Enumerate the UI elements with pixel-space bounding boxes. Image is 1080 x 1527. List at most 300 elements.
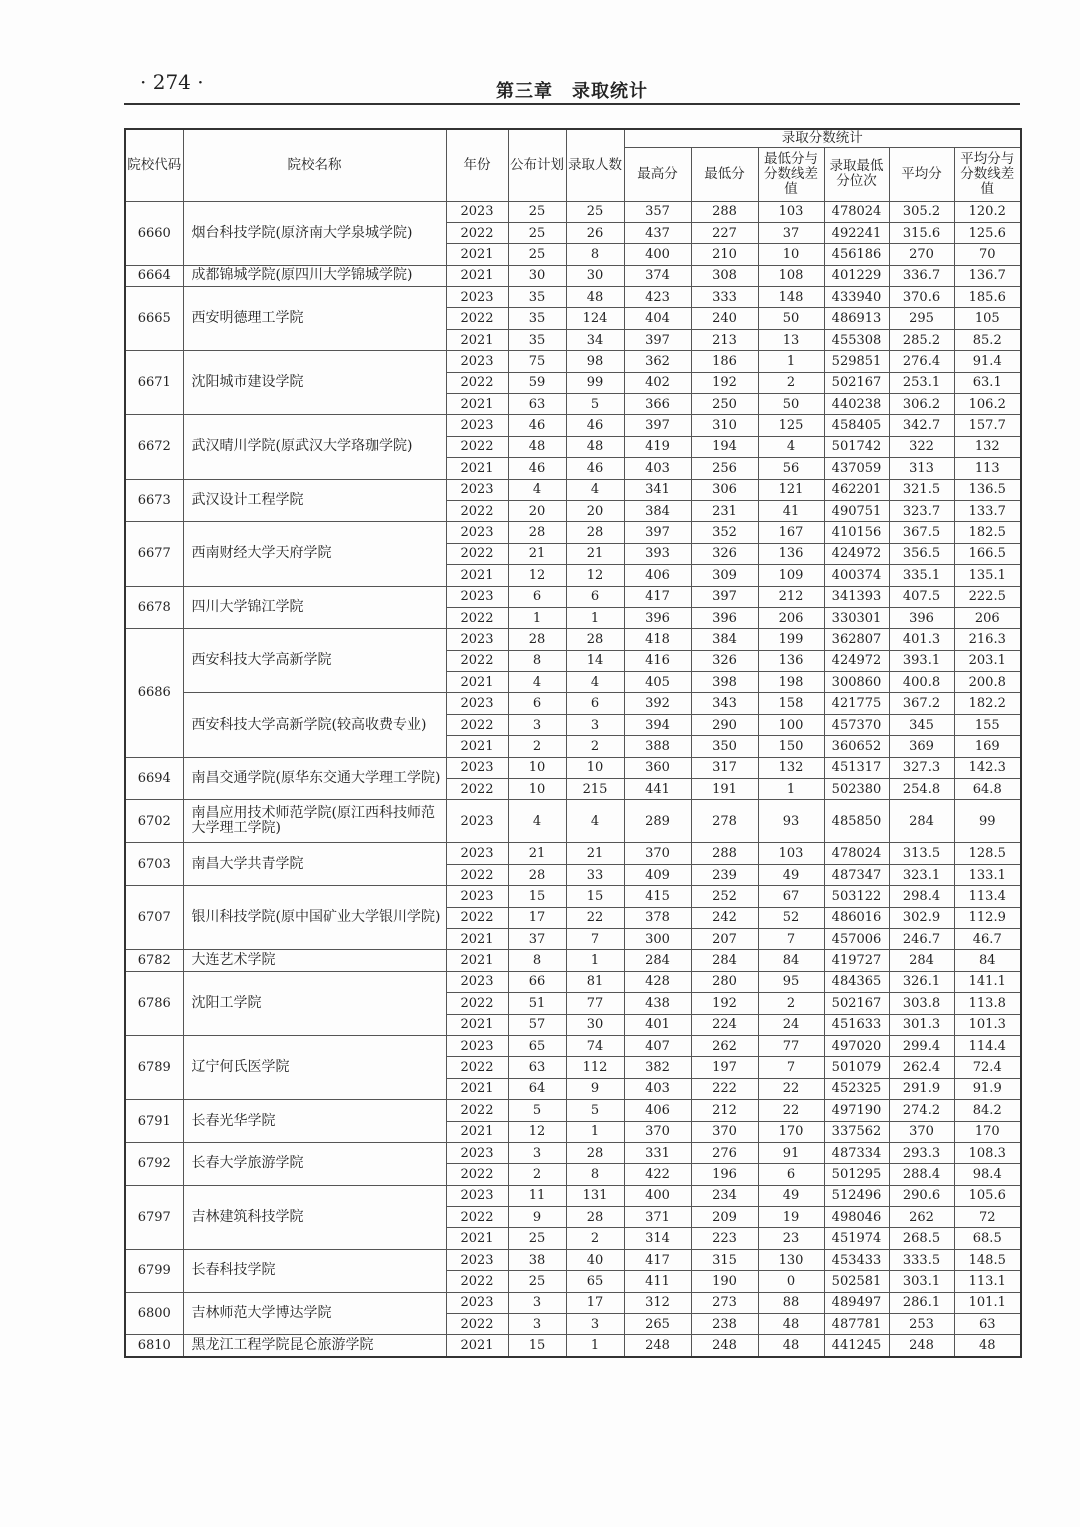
- min-diff: 88: [758, 1292, 824, 1313]
- plan: 30: [508, 265, 566, 286]
- avg-diff: 148.5: [954, 1249, 1021, 1270]
- min-score: 306: [691, 479, 758, 500]
- min-rank: 341393: [824, 586, 889, 607]
- table-row: [125, 1335, 1021, 1357]
- avg-diff: 182.5: [954, 522, 1021, 543]
- min-score: 273: [691, 1292, 758, 1313]
- avg-score: 254.8: [889, 779, 954, 800]
- min-rank: 457006: [824, 929, 889, 950]
- school-name: 武汉晴川学院(原武汉大学珞珈学院): [183, 415, 446, 479]
- min-rank: 410156: [824, 522, 889, 543]
- plan: 3: [508, 1142, 566, 1163]
- min-score: 207: [691, 929, 758, 950]
- min-diff: 158: [758, 693, 824, 714]
- plan: 4: [508, 479, 566, 500]
- min-rank: 501742: [824, 436, 889, 457]
- max-score: 403: [624, 458, 691, 479]
- school-name: 大连艺术学院: [183, 950, 446, 971]
- max-score: 382: [624, 1057, 691, 1078]
- admitted: 48: [566, 436, 624, 457]
- plan: 3: [508, 714, 566, 735]
- chapter-title: 第三章 录取统计: [496, 81, 648, 102]
- avg-diff: 182.2: [954, 693, 1021, 714]
- min-score: 256: [691, 458, 758, 479]
- min-diff: 212: [758, 586, 824, 607]
- admitted: 3: [566, 1314, 624, 1335]
- admitted: 124: [566, 308, 624, 329]
- avg-diff: 133.7: [954, 500, 1021, 521]
- school-code: 6665: [125, 287, 183, 351]
- min-diff: 199: [758, 629, 824, 650]
- table-row: [125, 629, 1021, 650]
- school-name: 南昌大学共青学院: [183, 843, 446, 886]
- min-rank: 489497: [824, 1292, 889, 1313]
- admitted: 12: [566, 565, 624, 586]
- min-score: 209: [691, 1207, 758, 1228]
- avg-score: 322: [889, 436, 954, 457]
- page-number: · 274 ·: [140, 70, 204, 94]
- min-diff: 41: [758, 500, 824, 521]
- school-name: 四川大学锦江学院: [183, 586, 446, 629]
- max-score: 415: [624, 886, 691, 907]
- min-diff: 22: [758, 1100, 824, 1121]
- min-score: 278: [691, 800, 758, 843]
- min-diff: 100: [758, 714, 824, 735]
- avg-diff: 68.5: [954, 1228, 1021, 1249]
- avg-score: 276.4: [889, 351, 954, 372]
- avg-diff: 84.2: [954, 1100, 1021, 1121]
- min-score: 288: [691, 201, 758, 222]
- min-score: 276: [691, 1142, 758, 1163]
- admitted: 74: [566, 1035, 624, 1056]
- year: 2022: [446, 714, 508, 735]
- min-diff: 198: [758, 672, 824, 693]
- min-rank: 421775: [824, 693, 889, 714]
- min-score: 238: [691, 1314, 758, 1335]
- admitted: 10: [566, 757, 624, 778]
- header-score-group: 录取分数统计: [624, 129, 1021, 147]
- min-score: 250: [691, 394, 758, 415]
- admitted: 131: [566, 1185, 624, 1206]
- min-score: 343: [691, 693, 758, 714]
- max-score: 418: [624, 629, 691, 650]
- avg-score: 293.3: [889, 1142, 954, 1163]
- min-score: 280: [691, 971, 758, 992]
- min-rank: 362807: [824, 629, 889, 650]
- admission-stats-table: [124, 128, 1022, 1358]
- avg-score: 342.7: [889, 415, 954, 436]
- year: 2023: [446, 629, 508, 650]
- avg-diff: 101.1: [954, 1292, 1021, 1313]
- plan: 20: [508, 500, 566, 521]
- min-diff: 95: [758, 971, 824, 992]
- min-diff: 130: [758, 1249, 824, 1270]
- year: 2021: [446, 329, 508, 350]
- max-score: 437: [624, 222, 691, 243]
- min-rank: 484365: [824, 971, 889, 992]
- plan: 66: [508, 971, 566, 992]
- year: 2021: [446, 950, 508, 971]
- table-row: [125, 586, 1021, 607]
- plan: 35: [508, 287, 566, 308]
- year: 2021: [446, 458, 508, 479]
- admitted: 2: [566, 1228, 624, 1249]
- min-diff: 121: [758, 479, 824, 500]
- avg-score: 345: [889, 714, 954, 735]
- plan: 12: [508, 1121, 566, 1142]
- table-row: [125, 415, 1021, 436]
- min-diff: 0: [758, 1271, 824, 1292]
- max-score: 265: [624, 1314, 691, 1335]
- min-rank: 501079: [824, 1057, 889, 1078]
- school-name: 沈阳工学院: [183, 971, 446, 1035]
- min-score: 333: [691, 287, 758, 308]
- admitted: 15: [566, 886, 624, 907]
- min-score: 384: [691, 629, 758, 650]
- year: 2022: [446, 1057, 508, 1078]
- avg-score: 313: [889, 458, 954, 479]
- admitted: 21: [566, 843, 624, 864]
- min-score: 227: [691, 222, 758, 243]
- min-score: 239: [691, 864, 758, 885]
- max-score: 397: [624, 522, 691, 543]
- avg-score: 246.7: [889, 929, 954, 950]
- min-diff: 19: [758, 1207, 824, 1228]
- max-score: 362: [624, 351, 691, 372]
- max-score: 400: [624, 244, 691, 265]
- min-rank: 456186: [824, 244, 889, 265]
- min-rank: 419727: [824, 950, 889, 971]
- admitted: 8: [566, 244, 624, 265]
- min-score: 224: [691, 1014, 758, 1035]
- min-rank: 441245: [824, 1335, 889, 1357]
- plan: 25: [508, 201, 566, 222]
- plan: 25: [508, 222, 566, 243]
- min-rank: 440238: [824, 394, 889, 415]
- min-diff: 170: [758, 1121, 824, 1142]
- school-code: 6810: [125, 1335, 183, 1357]
- plan: 5: [508, 1100, 566, 1121]
- avg-score: 335.1: [889, 565, 954, 586]
- avg-score: 333.5: [889, 1249, 954, 1270]
- admitted: 46: [566, 458, 624, 479]
- plan: 25: [508, 1271, 566, 1292]
- admitted: 4: [566, 800, 624, 843]
- min-rank: 502380: [824, 779, 889, 800]
- admitted: 5: [566, 394, 624, 415]
- avg-score: 367.2: [889, 693, 954, 714]
- year: 2021: [446, 1228, 508, 1249]
- plan: 48: [508, 436, 566, 457]
- min-score: 398: [691, 672, 758, 693]
- avg-score: 369: [889, 736, 954, 757]
- max-score: 314: [624, 1228, 691, 1249]
- min-rank: 424972: [824, 650, 889, 671]
- year: 2021: [446, 672, 508, 693]
- plan: 15: [508, 1335, 566, 1357]
- min-rank: 337562: [824, 1121, 889, 1142]
- school-name: 长春光华学院: [183, 1100, 446, 1143]
- min-rank: 486913: [824, 308, 889, 329]
- admitted: 4: [566, 672, 624, 693]
- admitted: 28: [566, 1142, 624, 1163]
- max-score: 248: [624, 1335, 691, 1357]
- min-rank: 300860: [824, 672, 889, 693]
- year: 2022: [446, 864, 508, 885]
- avg-diff: 84: [954, 950, 1021, 971]
- plan: 28: [508, 629, 566, 650]
- admitted: 48: [566, 287, 624, 308]
- max-score: 284: [624, 950, 691, 971]
- table-row: [125, 1035, 1021, 1056]
- year: 2023: [446, 843, 508, 864]
- avg-score: 393.1: [889, 650, 954, 671]
- year: 2022: [446, 607, 508, 628]
- table-row: [125, 201, 1021, 222]
- min-score: 317: [691, 757, 758, 778]
- min-score: 192: [691, 993, 758, 1014]
- admitted: 28: [566, 1207, 624, 1228]
- avg-diff: 105.6: [954, 1185, 1021, 1206]
- min-score: 248: [691, 1335, 758, 1357]
- min-diff: 148: [758, 287, 824, 308]
- header-min-diff: 最低分与分数线差值: [758, 147, 824, 201]
- avg-diff: 222.5: [954, 586, 1021, 607]
- plan: 28: [508, 522, 566, 543]
- admitted: 33: [566, 864, 624, 885]
- min-diff: 84: [758, 950, 824, 971]
- table-row: [125, 843, 1021, 864]
- admitted: 28: [566, 629, 624, 650]
- admitted: 6: [566, 586, 624, 607]
- year: 2022: [446, 372, 508, 393]
- header-min: 最低分: [691, 147, 758, 201]
- avg-diff: 170: [954, 1121, 1021, 1142]
- plan: 63: [508, 394, 566, 415]
- avg-score: 401.3: [889, 629, 954, 650]
- min-diff: 108: [758, 265, 824, 286]
- min-rank: 502581: [824, 1271, 889, 1292]
- school-code: 6673: [125, 479, 183, 522]
- max-score: 393: [624, 543, 691, 564]
- avg-diff: 200.8: [954, 672, 1021, 693]
- avg-score: 298.4: [889, 886, 954, 907]
- plan: 1: [508, 607, 566, 628]
- avg-diff: 216.3: [954, 629, 1021, 650]
- avg-score: 268.5: [889, 1228, 954, 1249]
- admitted: 98: [566, 351, 624, 372]
- avg-diff: 157.7: [954, 415, 1021, 436]
- min-diff: 6: [758, 1164, 824, 1185]
- plan: 57: [508, 1014, 566, 1035]
- max-score: 392: [624, 693, 691, 714]
- avg-diff: 99: [954, 800, 1021, 843]
- avg-score: 305.2: [889, 201, 954, 222]
- max-score: 406: [624, 565, 691, 586]
- max-score: 357: [624, 201, 691, 222]
- header-year: 年份: [446, 129, 508, 201]
- plan: 10: [508, 757, 566, 778]
- avg-score: 306.2: [889, 394, 954, 415]
- min-diff: 10: [758, 244, 824, 265]
- year: 2023: [446, 351, 508, 372]
- min-rank: 486016: [824, 907, 889, 928]
- school-code: 6789: [125, 1035, 183, 1099]
- school-code: 6799: [125, 1249, 183, 1292]
- avg-diff: 133.1: [954, 864, 1021, 885]
- admitted: 22: [566, 907, 624, 928]
- avg-score: 313.5: [889, 843, 954, 864]
- school-code: 6694: [125, 757, 183, 800]
- min-diff: 103: [758, 843, 824, 864]
- school-name: 黑龙江工程学院昆仑旅游学院: [183, 1335, 446, 1357]
- min-diff: 37: [758, 222, 824, 243]
- min-rank: 487347: [824, 864, 889, 885]
- avg-score: 323.1: [889, 864, 954, 885]
- max-score: 423: [624, 287, 691, 308]
- min-diff: 49: [758, 1185, 824, 1206]
- school-name: 西南财经大学天府学院: [183, 522, 446, 586]
- min-diff: 206: [758, 607, 824, 628]
- min-score: 191: [691, 779, 758, 800]
- max-score: 419: [624, 436, 691, 457]
- min-rank: 487781: [824, 1314, 889, 1335]
- year: 2022: [446, 650, 508, 671]
- avg-score: 323.7: [889, 500, 954, 521]
- table-row: [125, 757, 1021, 778]
- admitted: 4: [566, 479, 624, 500]
- min-rank: 503122: [824, 886, 889, 907]
- avg-diff: 112.9: [954, 907, 1021, 928]
- min-score: 288: [691, 843, 758, 864]
- plan: 25: [508, 1228, 566, 1249]
- min-rank: 485850: [824, 800, 889, 843]
- avg-diff: 72.4: [954, 1057, 1021, 1078]
- table-row: [125, 522, 1021, 543]
- max-score: 312: [624, 1292, 691, 1313]
- max-score: 407: [624, 1035, 691, 1056]
- table-row: [125, 1142, 1021, 1163]
- min-diff: 167: [758, 522, 824, 543]
- school-code: 6792: [125, 1142, 183, 1185]
- max-score: 397: [624, 415, 691, 436]
- max-score: 370: [624, 843, 691, 864]
- avg-score: 248: [889, 1335, 954, 1357]
- min-score: 210: [691, 244, 758, 265]
- min-rank: 457370: [824, 714, 889, 735]
- table-row: [125, 886, 1021, 907]
- plan: 46: [508, 458, 566, 479]
- avg-diff: 46.7: [954, 929, 1021, 950]
- min-rank: 451317: [824, 757, 889, 778]
- min-rank: 487334: [824, 1142, 889, 1163]
- admitted: 14: [566, 650, 624, 671]
- avg-score: 370: [889, 1121, 954, 1142]
- avg-score: 367.5: [889, 522, 954, 543]
- plan: 38: [508, 1249, 566, 1270]
- min-diff: 132: [758, 757, 824, 778]
- year: 2022: [446, 907, 508, 928]
- avg-score: 284: [889, 950, 954, 971]
- avg-diff: 64.8: [954, 779, 1021, 800]
- max-score: 384: [624, 500, 691, 521]
- min-diff: 13: [758, 329, 824, 350]
- min-diff: 109: [758, 565, 824, 586]
- min-diff: 23: [758, 1228, 824, 1249]
- min-rank: 433940: [824, 287, 889, 308]
- header-avg: 平均分: [889, 147, 954, 201]
- year: 2021: [446, 1014, 508, 1035]
- max-score: 300: [624, 929, 691, 950]
- admitted: 20: [566, 500, 624, 521]
- avg-score: 400.8: [889, 672, 954, 693]
- table-row: [125, 693, 1021, 714]
- plan: 9: [508, 1207, 566, 1228]
- min-score: 242: [691, 907, 758, 928]
- header-avg-diff: 平均分与分数线差值: [954, 147, 1021, 201]
- avg-diff: 136.7: [954, 265, 1021, 286]
- min-diff: 50: [758, 394, 824, 415]
- avg-diff: 113: [954, 458, 1021, 479]
- avg-score: 370.6: [889, 287, 954, 308]
- admitted: 30: [566, 265, 624, 286]
- min-rank: 437059: [824, 458, 889, 479]
- year: 2022: [446, 779, 508, 800]
- max-score: 417: [624, 1249, 691, 1270]
- min-diff: 91: [758, 1142, 824, 1163]
- admitted: 34: [566, 329, 624, 350]
- year: 2022: [446, 1314, 508, 1335]
- plan: 8: [508, 650, 566, 671]
- min-rank: 478024: [824, 843, 889, 864]
- admitted: 2: [566, 736, 624, 757]
- min-rank: 451974: [824, 1228, 889, 1249]
- year: 2023: [446, 522, 508, 543]
- min-diff: 136: [758, 543, 824, 564]
- admitted: 28: [566, 522, 624, 543]
- min-score: 194: [691, 436, 758, 457]
- max-score: 411: [624, 1271, 691, 1292]
- min-rank: 501295: [824, 1164, 889, 1185]
- school-name: 成都锦城学院(原四川大学锦城学院): [183, 265, 446, 286]
- school-name: 银川科技学院(原中国矿业大学银川学院): [183, 886, 446, 950]
- avg-score: 396: [889, 607, 954, 628]
- min-diff: 22: [758, 1078, 824, 1099]
- plan: 4: [508, 672, 566, 693]
- plan: 75: [508, 351, 566, 372]
- min-score: 308: [691, 265, 758, 286]
- min-score: 240: [691, 308, 758, 329]
- year: 2023: [446, 1142, 508, 1163]
- min-diff: 24: [758, 1014, 824, 1035]
- school-name: 长春大学旅游学院: [183, 1142, 446, 1185]
- min-rank: 424972: [824, 543, 889, 564]
- max-score: 371: [624, 1207, 691, 1228]
- year: 2023: [446, 415, 508, 436]
- min-diff: 77: [758, 1035, 824, 1056]
- max-score: 404: [624, 308, 691, 329]
- min-rank: 502167: [824, 993, 889, 1014]
- school-name: 武汉设计工程学院: [183, 479, 446, 522]
- plan: 3: [508, 1314, 566, 1335]
- max-score: 406: [624, 1100, 691, 1121]
- school-name: 长春科技学院: [183, 1249, 446, 1292]
- min-rank: 497020: [824, 1035, 889, 1056]
- plan: 11: [508, 1185, 566, 1206]
- avg-score: 291.9: [889, 1078, 954, 1099]
- max-score: 341: [624, 479, 691, 500]
- avg-score: 262.4: [889, 1057, 954, 1078]
